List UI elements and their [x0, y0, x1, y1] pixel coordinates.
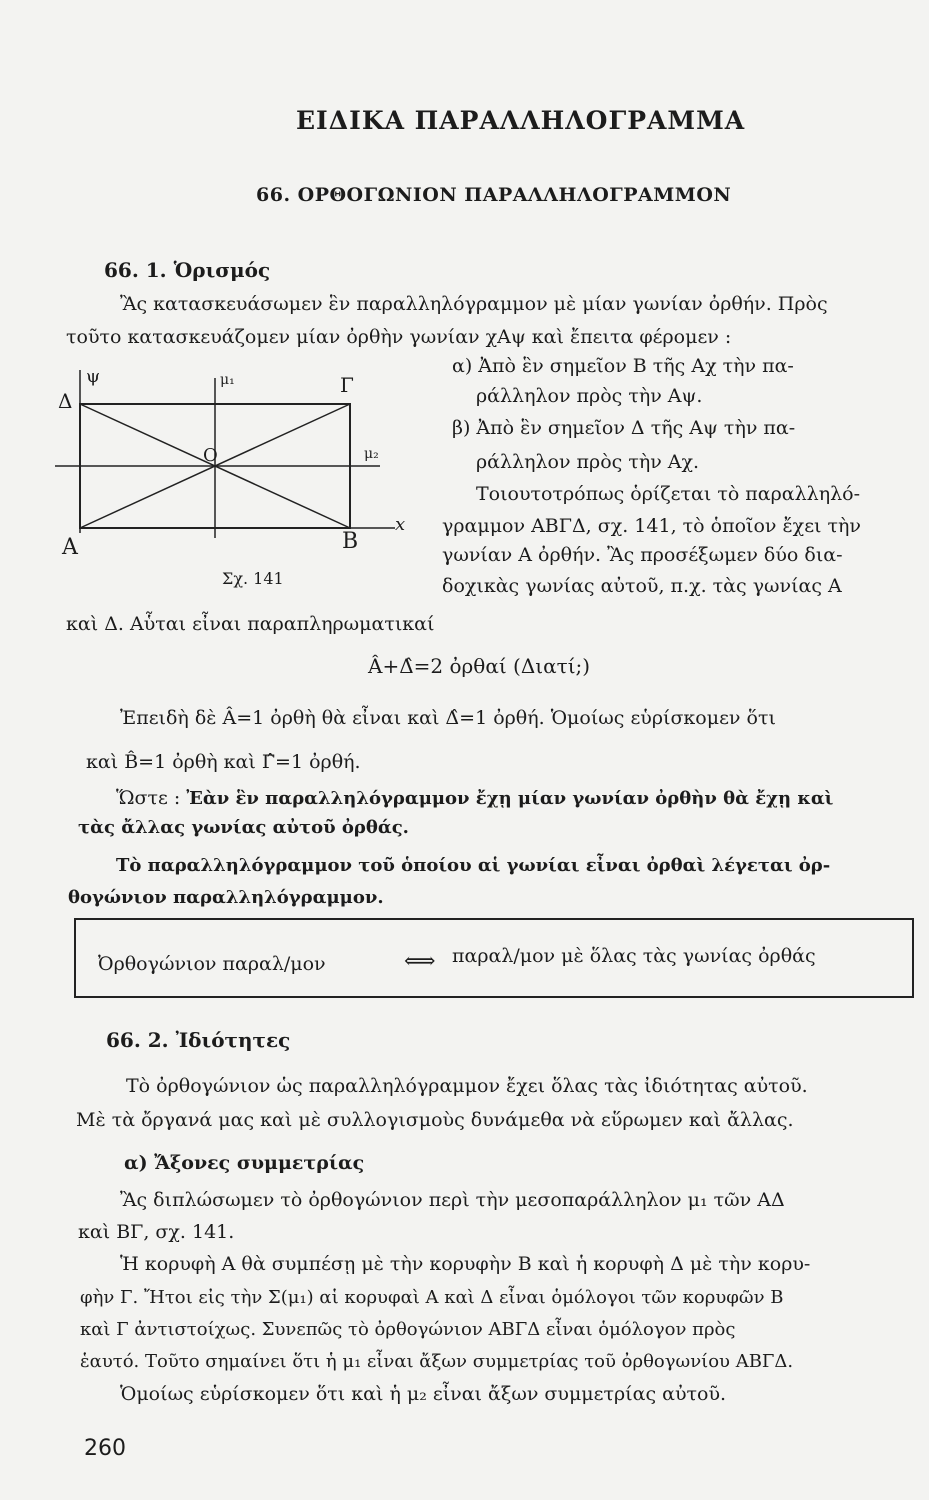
paragraph-line: Τὸ ὀρθογώνιον ὡς παραλληλόγραμμον ἔχει ὅλας τὰς ἰδιότητας αὐτοῦ.: [126, 1075, 808, 1097]
page-number: 260: [84, 1436, 126, 1461]
subheading-symmetry-axes: α) Ἄξονες συμμετρίας: [124, 1152, 365, 1174]
conclusion-prefix: Ὥστε :: [116, 787, 181, 809]
section-title: 66. ΟΡΘΟΓΩΝΙΟΝ ΠΑΡΑΛΛΗΛΟΓΡΑΜΜΟΝ: [256, 184, 732, 206]
equivalence-arrow-icon: ⟺: [404, 949, 436, 974]
paragraph-line: β) Ἀπὸ ἓν σημεῖον Δ τῆς Αψ τὴν πα-: [452, 417, 796, 439]
conclusion-line: [116, 784, 833, 813]
label-g: Γ: [340, 373, 354, 397]
conclusion-bold-line: τὰς ἄλλας γωνίας αὐτοῦ ὀρθάς.: [78, 817, 409, 838]
definition-line: θογώνιον παραλληλόγραμμον.: [68, 887, 384, 908]
definition-line: Τὸ παραλληλόγραμμον τοῦ ὁποίου αἱ γωνίαι εἶναι ὀρθαὶ λέγεται ὀρ-: [116, 855, 831, 876]
paragraph-line: Ἐπειδὴ δὲ Â=1 ὀρθὴ θὰ εἶναι καὶ Δ̂=1 ὀρθή. Ὁμοίως εὑρίσκομεν ὅτι: [120, 707, 776, 729]
figure-141: [50, 358, 420, 588]
paragraph-line: Τοιουτοτρόπως ὁρίζεται τὸ παραλληλό-: [476, 483, 860, 505]
label-o: Ο: [203, 445, 218, 466]
paragraph-line: Ὁμοίως εὑρίσκομεν ὅτι καὶ ἡ μ₂ εἶναι ἄξων συμμετρίας αὐτοῦ.: [120, 1383, 727, 1405]
box-left-text: Ὀρθογώνιον παραλ/μον: [98, 953, 326, 975]
chapter-title: ΕΙΔΙΚΑ ΠΑΡΑΛΛΗΛΟΓΡΑΜΜΑ: [296, 106, 746, 135]
figure-caption: Σχ. 141: [222, 569, 284, 588]
paragraph-line: ράλληλον πρὸς τὴν Αχ.: [476, 451, 700, 473]
label-a: Α: [62, 535, 78, 560]
paragraph-line: Ἂς διπλώσωμεν τὸ ὀρθογώνιον περὶ τὴν μεσοπαράλληλον μ₁ τῶν ΑΔ: [120, 1189, 785, 1211]
paragraph-line: γωνίαν Α ὀρθήν. Ἂς προσέξωμεν δύο δια-: [442, 544, 843, 566]
label-b: Β: [342, 529, 359, 554]
subsection-heading-definition: 66. 1. Ὁρισμός: [104, 258, 271, 282]
paragraph-line: καὶ ΒΓ, σχ. 141.: [78, 1221, 235, 1243]
paragraph-line: καὶ Γ ἀντιστοίχως. Συνεπῶς τὸ ὀρθογώνιον ΑΒΓΔ εἶναι ὁμόλογον πρὸς: [80, 1319, 736, 1340]
paragraph-line: Μὲ τὰ ὄργανά μας καὶ μὲ συλλογισμοὺς δυνάμεθα νὰ εὕρωμεν καὶ ἄλλας.: [76, 1109, 794, 1131]
paragraph-line: γραμμον ΑΒΓΔ, σχ. 141, τὸ ὁποῖον ἔχει τὴν: [442, 515, 861, 537]
paragraph-line: ἑαυτό. Τοῦτο σημαίνει ὅτι ἡ μ₁ εἶναι ἄξων συμμετρίας τοῦ ὀρθογωνίου ΑΒΓΔ.: [80, 1351, 794, 1372]
paragraph-line: καὶ Δ. Αὗται εἶναι παραπληρωματικαί: [66, 613, 435, 635]
label-psi: ψ: [86, 366, 101, 387]
label-d: Δ: [58, 389, 73, 413]
label-mu1: μ₁: [220, 372, 235, 388]
paragraph-line: τοῦτο κατασκευάζομεν μίαν ὀρθὴν γωνίαν χΑψ καὶ ἔπειτα φέρομεν :: [66, 326, 732, 348]
paragraph-line: Ἂς κατασκευάσωμεν ἓν παραλληλόγραμμον μὲ μίαν γωνίαν ὀρθήν. Πρὸς: [120, 293, 828, 315]
conclusion-bold: Ἐὰν ἓν παραλληλόγραμμον ἔχῃ μίαν γωνίαν ὀρθὴν θὰ ἔχῃ καὶ: [186, 788, 834, 809]
box-right-text: παραλ/μον μὲ ὅλας τὰς γωνίας ὀρθάς: [452, 945, 816, 967]
paragraph-line: καὶ B̂=1 ὀρθὴ καὶ Γ̂=1 ὀρθή.: [86, 751, 361, 773]
equation-line: Â+Δ̂=2 ὀρθαί (Διατί;): [368, 654, 591, 678]
label-mu2: μ₂: [364, 446, 379, 462]
label-x: x: [395, 514, 406, 535]
paragraph-line: ράλληλον πρὸς τὴν Αψ.: [476, 385, 703, 407]
paragraph-line: δοχικὰς γωνίας αὐτοῦ, π.χ. τὰς γωνίας Α: [442, 575, 842, 597]
paragraph-line: φὴν Γ. Ἤτοι εἰς τὴν Σ(μ₁) αἱ κορυφαὶ Α καὶ Δ εἶναι ὁμόλογοι τῶν κορυφῶν Β: [80, 1287, 784, 1308]
paragraph-line: α) Ἀπὸ ἓν σημεῖον Β τῆς Αχ τὴν πα-: [452, 355, 794, 377]
subsection-heading-properties: 66. 2. Ἰδιότητες: [106, 1028, 291, 1052]
paragraph-line: Ἡ κορυφὴ Α θὰ συμπέσῃ μὲ τὴν κορυφὴν Β καὶ ἡ κορυφὴ Δ μὲ τὴν κορυ-: [120, 1253, 811, 1275]
